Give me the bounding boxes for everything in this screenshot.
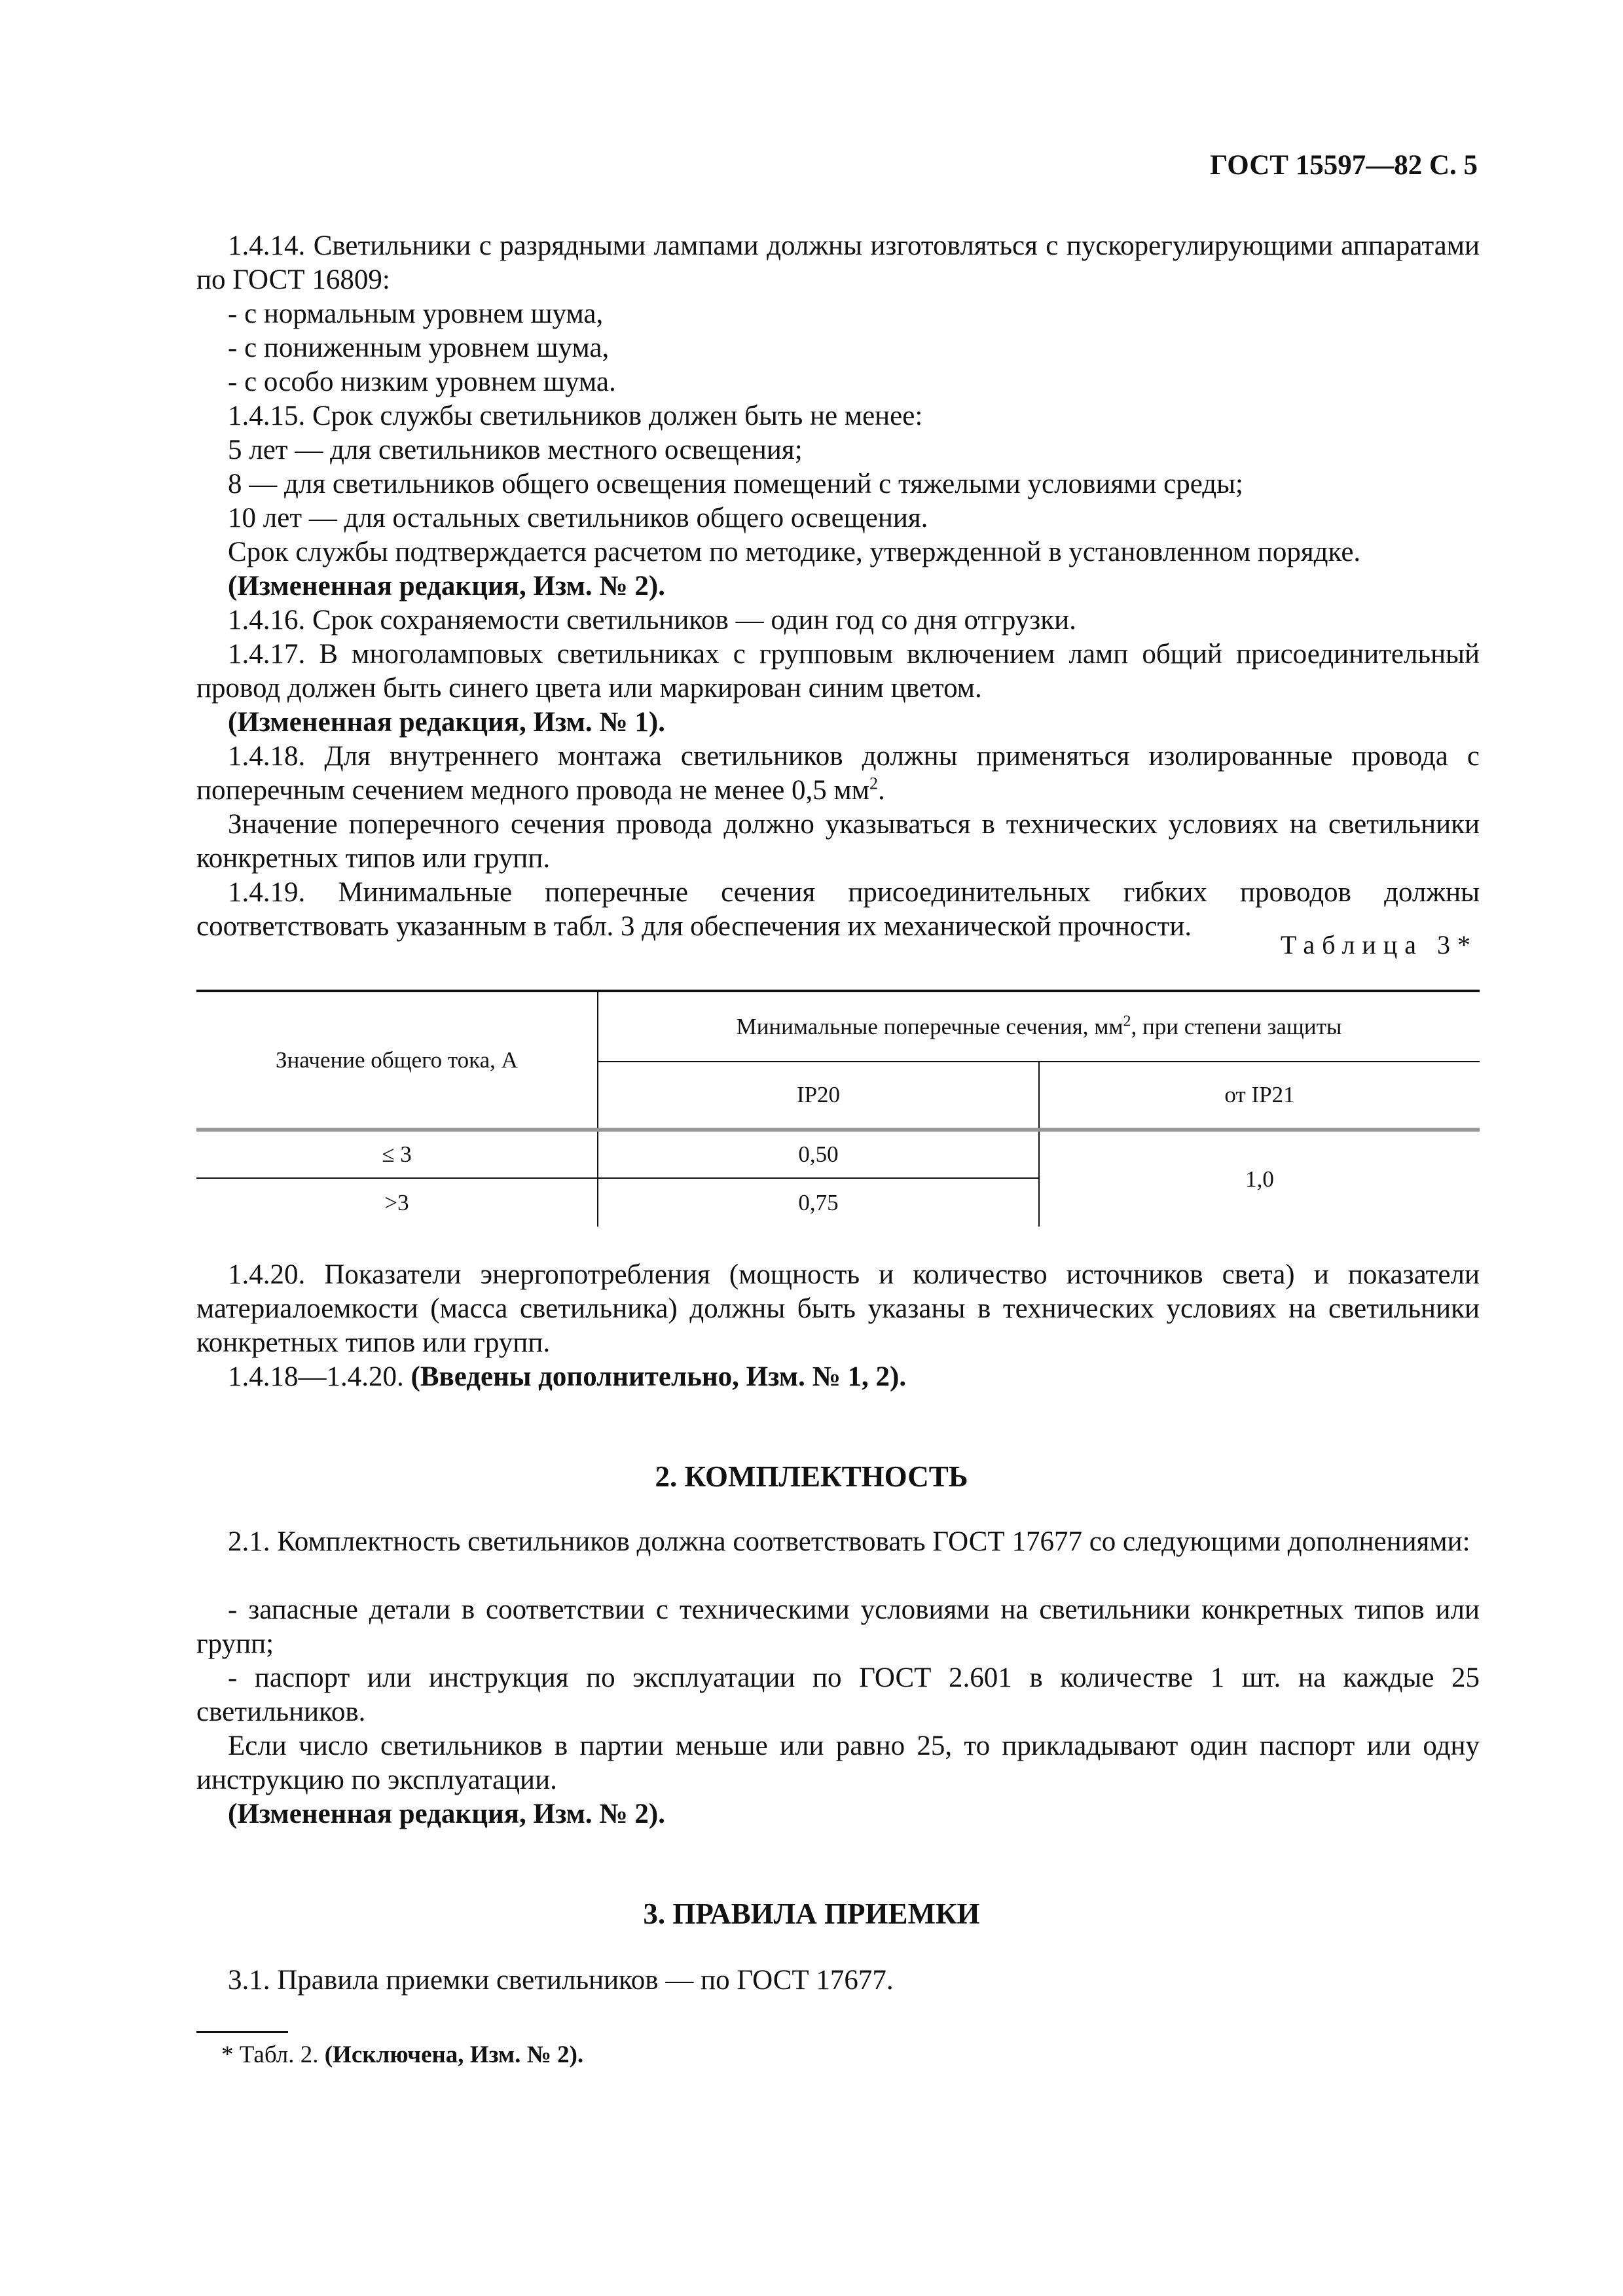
cell-ip21-merged: 1,0 [1245,1166,1274,1192]
page-header: ГОСТ 15597—82 С. 5 [1209,150,1478,181]
clause-3-1: 3.1. Правила приемки светильников — по ГОСТ 17677. [228,1965,894,1996]
table-caption: Таблица 3* [1280,930,1478,960]
cell-current: ≤ 3 [196,1130,598,1178]
clause-1-4-20: 1.4.20. Показатели энергопотребления (мощность и количество источников света) и показатели материалоемкости (масса светильника) должны быть указаны в технических условиях на светильники конкретных типов или групп. [196,1259,1480,1358]
clause-1-4-18-text: 1.4.18. Для внутреннего монтажа светильников должны применяться изолированные провода с поперечным сечением медного провода не менее 0,5 мм [196,741,1480,806]
lifetime-8: 8 — для светильников общего освещения помещений с тяжелыми условиями среды; [228,469,1243,499]
list-item: - запасные детали в соответствии с техническими условиями на светильники конкретных типов или групп; [196,1594,1480,1659]
superscript: 2 [1123,1012,1131,1030]
group-header-text: Минимальные поперечные сечения, мм [736,1013,1123,1039]
list-item: - паспорт или инструкция по эксплуатации по ГОСТ 2.601 в количестве 1 шт. на каждые 25 светильников. [196,1662,1480,1727]
introduced-bold: (Введены дополнительно, Изм. № 1, 2). [410,1361,907,1392]
clause-2-1: 2.1. Комплектность светильников должна соответствовать ГОСТ 17677 со следующими дополнениями: [228,1526,1470,1557]
section-3-title: 3. ПРАВИЛА ПРИЕМКИ [643,1897,980,1930]
cell-current: >3 [196,1178,598,1227]
introduced-prefix: 1.4.18—1.4.20. [228,1361,404,1392]
amendment-note: (Измененная редакция, Изм. № 2). [228,571,665,601]
clause-1-4-16: 1.4.16. Срок сохраняемости светильников — один год со дня отгрузки. [228,605,1076,636]
cross-section-note: Значение поперечного сечения провода должно указываться в технических условиях на светильники конкретных типов или групп. [196,809,1480,874]
cell-ip20: 0,75 [598,1178,1039,1227]
lifetime-5: 5 лет — для светильников местного освещения; [228,435,803,465]
package-note: Если число светильников в партии меньше или равно 25, то прикладывают один паспорт или одну инструкцию по эксплуатации. [196,1731,1480,1795]
superscript: 2 [869,774,878,793]
cell-ip20: 0,50 [598,1130,1039,1178]
introduced-note [228,1360,1480,1394]
footnote [221,2041,583,2069]
clause-1-4-17: 1.4.17. В многоламповых светильниках с групповым включением ламп общий присоединительный провод должен быть синего цвета или маркирован синим цветом. [196,639,1480,704]
list-item: - с особо низким уровнем шума. [228,367,616,397]
column-group-header [598,991,1480,1062]
footnote-divider [196,2031,288,2033]
amendment-note: (Измененная редакция, Изм. № 1). [228,707,665,738]
amendment-note: (Измененная редакция, Изм. № 2). [228,1799,665,1829]
column-header-current: Значение общего тока, А [196,991,598,1130]
table-3 [196,990,1480,1227]
list-item: - с пониженным уровнем шума, [228,332,610,363]
footnote-prefix: * Табл. 2. [221,2041,319,2068]
clause-1-4-19: 1.4.19. Минимальные поперечные сечения присоединительных гибких проводов должны соответствовать указанным в табл. 3 для обеспечения их механической прочности. [196,877,1480,942]
subheader-ip21: от IP21 [1039,1062,1480,1130]
footnote-bold: (Исключена, Изм. № 2). [324,2041,584,2068]
lifetime-10: 10 лет — для остальных светильников общего освещения. [228,503,928,533]
lifetime-confirm: Срок службы подтверждается расчетом по методике, утвержденной в установленном порядке. [228,537,1361,567]
clause-1-4-14: 1.4.14. Светильники с разрядными лампами должны изготовляться с пускорегулирующими аппаратами по ГОСТ 16809: [196,230,1480,295]
clause-1-4-18 [196,740,1480,808]
list-item: - с нормальным уровнем шума, [228,298,604,329]
period: . [877,775,885,806]
section-2-title: 2. КОМПЛЕКТНОСТЬ [655,1460,968,1493]
subheader-ip20: IP20 [598,1062,1039,1130]
clause-1-4-15: 1.4.15. Срок службы светильников должен быть не менее: [228,401,923,431]
group-header-tail: , при степени защиты [1131,1013,1342,1039]
